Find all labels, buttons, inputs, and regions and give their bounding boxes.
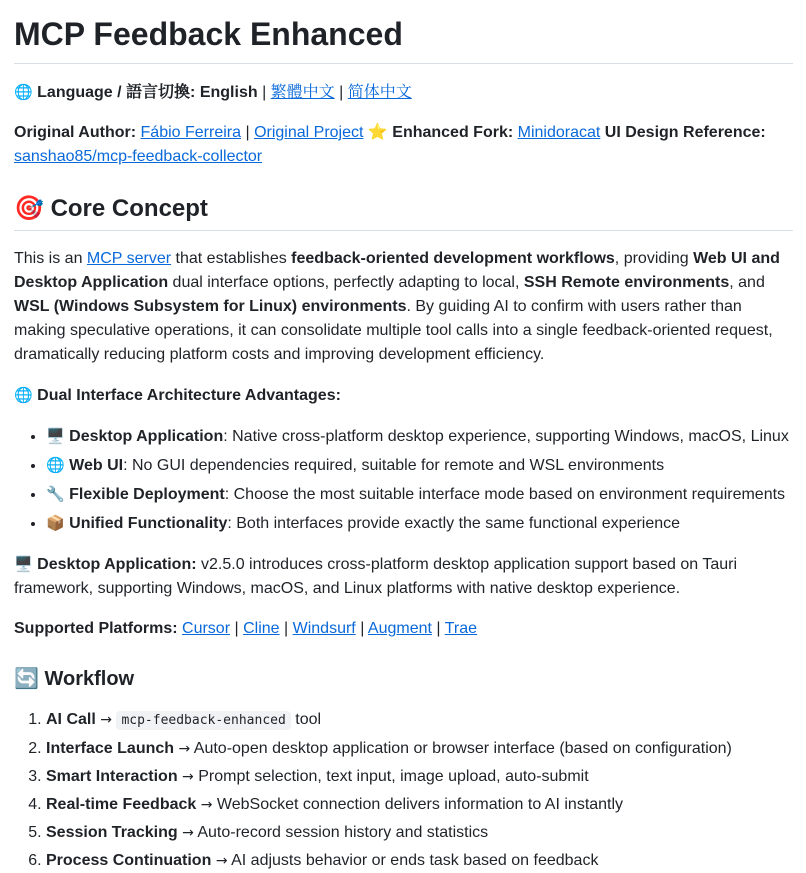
globe-icon: 🌐 xyxy=(46,456,65,474)
wrench-icon: 🔧 xyxy=(46,485,65,503)
list-item: 6. Process Continuation → AI adjusts behavior or ends task based on feedback xyxy=(46,849,793,873)
list-item: 5. Session Tracking → Auto-record session history and statistics xyxy=(46,821,793,845)
arrow-right-icon: → xyxy=(200,797,213,813)
arrow-right-icon: → xyxy=(178,741,191,757)
language-switcher: 🌐 Language / 語言切換: English | 繁體中文 | 简体中文 xyxy=(14,83,412,101)
desktop-icon: 🖥️ xyxy=(14,555,33,573)
desktop-icon: 🖥️ xyxy=(46,427,65,445)
language-link-simplified-chinese[interactable]: 简体中文 xyxy=(347,84,412,101)
platform-link-windsurf[interactable]: Windsurf xyxy=(292,620,356,637)
page-title: MCP Feedback Enhanced xyxy=(14,0,793,64)
supported-platforms: Supported Platforms: Cursor | Cline | Windsurf | Augment | Trae xyxy=(14,620,478,637)
original-project-link[interactable]: Original Project xyxy=(254,124,364,141)
arrow-right-icon: → xyxy=(100,712,112,728)
fork-author-link[interactable]: Minidoracat xyxy=(517,124,601,141)
list-item: • 🔧 Flexible Deployment: Choose the most suitable interface mode based on environment requirements xyxy=(46,482,793,507)
ui-reference-link[interactable]: sanshao85/mcp-feedback-collector xyxy=(14,148,263,165)
arrow-right-icon: → xyxy=(215,853,228,869)
list-item: • 🌐 Web UI: No GUI dependencies required, suitable for remote and WSL environments xyxy=(46,453,793,478)
arrow-right-icon: → xyxy=(182,769,194,785)
language-label: Language / 語言切換: xyxy=(37,84,196,101)
globe-icon: 🌐 xyxy=(14,386,33,404)
platform-link-augment[interactable]: Augment xyxy=(367,620,432,637)
platform-link-cursor[interactable]: Cursor xyxy=(182,620,231,637)
core-concept-heading: 🎯 Core Concept xyxy=(14,193,793,231)
feature-list xyxy=(14,424,793,536)
core-intro-paragraph: This is an MCP server that establishes feedback-oriented development workflows, providing Web UI and Desktop Application dual interface options, perfectly adapting to local, SSH Remote environments, and WSL (Windows Subsystem for Linux) environments. By guiding AI to confirm with users rather than making speculative operations, it can consolidate multiple tool calls into a single feedback-oriented request, dramatically reducing platform costs and improving development efficiency. xyxy=(14,250,780,363)
platform-link-cline[interactable]: Cline xyxy=(243,620,280,637)
tool-name-code: mcp-feedback-enhanced xyxy=(116,711,290,730)
author-credits: Original Author: Fábio Ferreira | Original Project ⭐ Enhanced Fork: Minidoracat UI Design Reference: sanshao85/mcp-feedback-collector xyxy=(14,124,766,165)
platform-link-trae[interactable]: Trae xyxy=(444,620,478,637)
mcp-server-link[interactable]: MCP server xyxy=(86,250,172,267)
list-item: • 🖥️ Desktop Application: Native cross-platform desktop experience, supporting Windows, macOS, Linux xyxy=(46,424,793,449)
dual-interface-heading: 🌐 Dual Interface Architecture Advantages: xyxy=(14,386,341,404)
arrow-right-icon: → xyxy=(182,825,194,841)
list-item: • 📦 Unified Functionality: Both interfaces provide exactly the same functional experience xyxy=(46,511,793,536)
author-link[interactable]: Fábio Ferreira xyxy=(140,124,241,141)
language-link-traditional-chinese[interactable]: 繁體中文 xyxy=(270,84,335,101)
star-icon: ⭐ xyxy=(367,124,388,141)
list-item: 2. Interface Launch → Auto-open desktop application or browser interface (based on configuration) xyxy=(46,737,793,761)
workflow-heading: 🔄 Workflow xyxy=(14,666,135,690)
list-item: 1. AI Call → mcp-feedback-enhanced tool xyxy=(46,708,793,733)
globe-icon: 🌐 xyxy=(14,83,33,101)
list-item: 3. Smart Interaction → Prompt selection, text input, image upload, auto-submit xyxy=(46,765,793,789)
language-current: English xyxy=(199,84,258,101)
refresh-icon: 🔄 xyxy=(14,666,39,690)
package-icon: 📦 xyxy=(46,514,65,532)
list-item: 4. Real-time Feedback → WebSocket connection delivers information to AI instantly xyxy=(46,793,793,817)
workflow-steps xyxy=(14,708,793,873)
target-icon: 🎯 xyxy=(14,194,44,222)
desktop-app-note: 🖥️ Desktop Application: v2.5.0 introduces cross-platform desktop application support based on Tauri framework, supporting Windows, macOS, and Linux platforms with native desktop experience. xyxy=(14,555,738,597)
